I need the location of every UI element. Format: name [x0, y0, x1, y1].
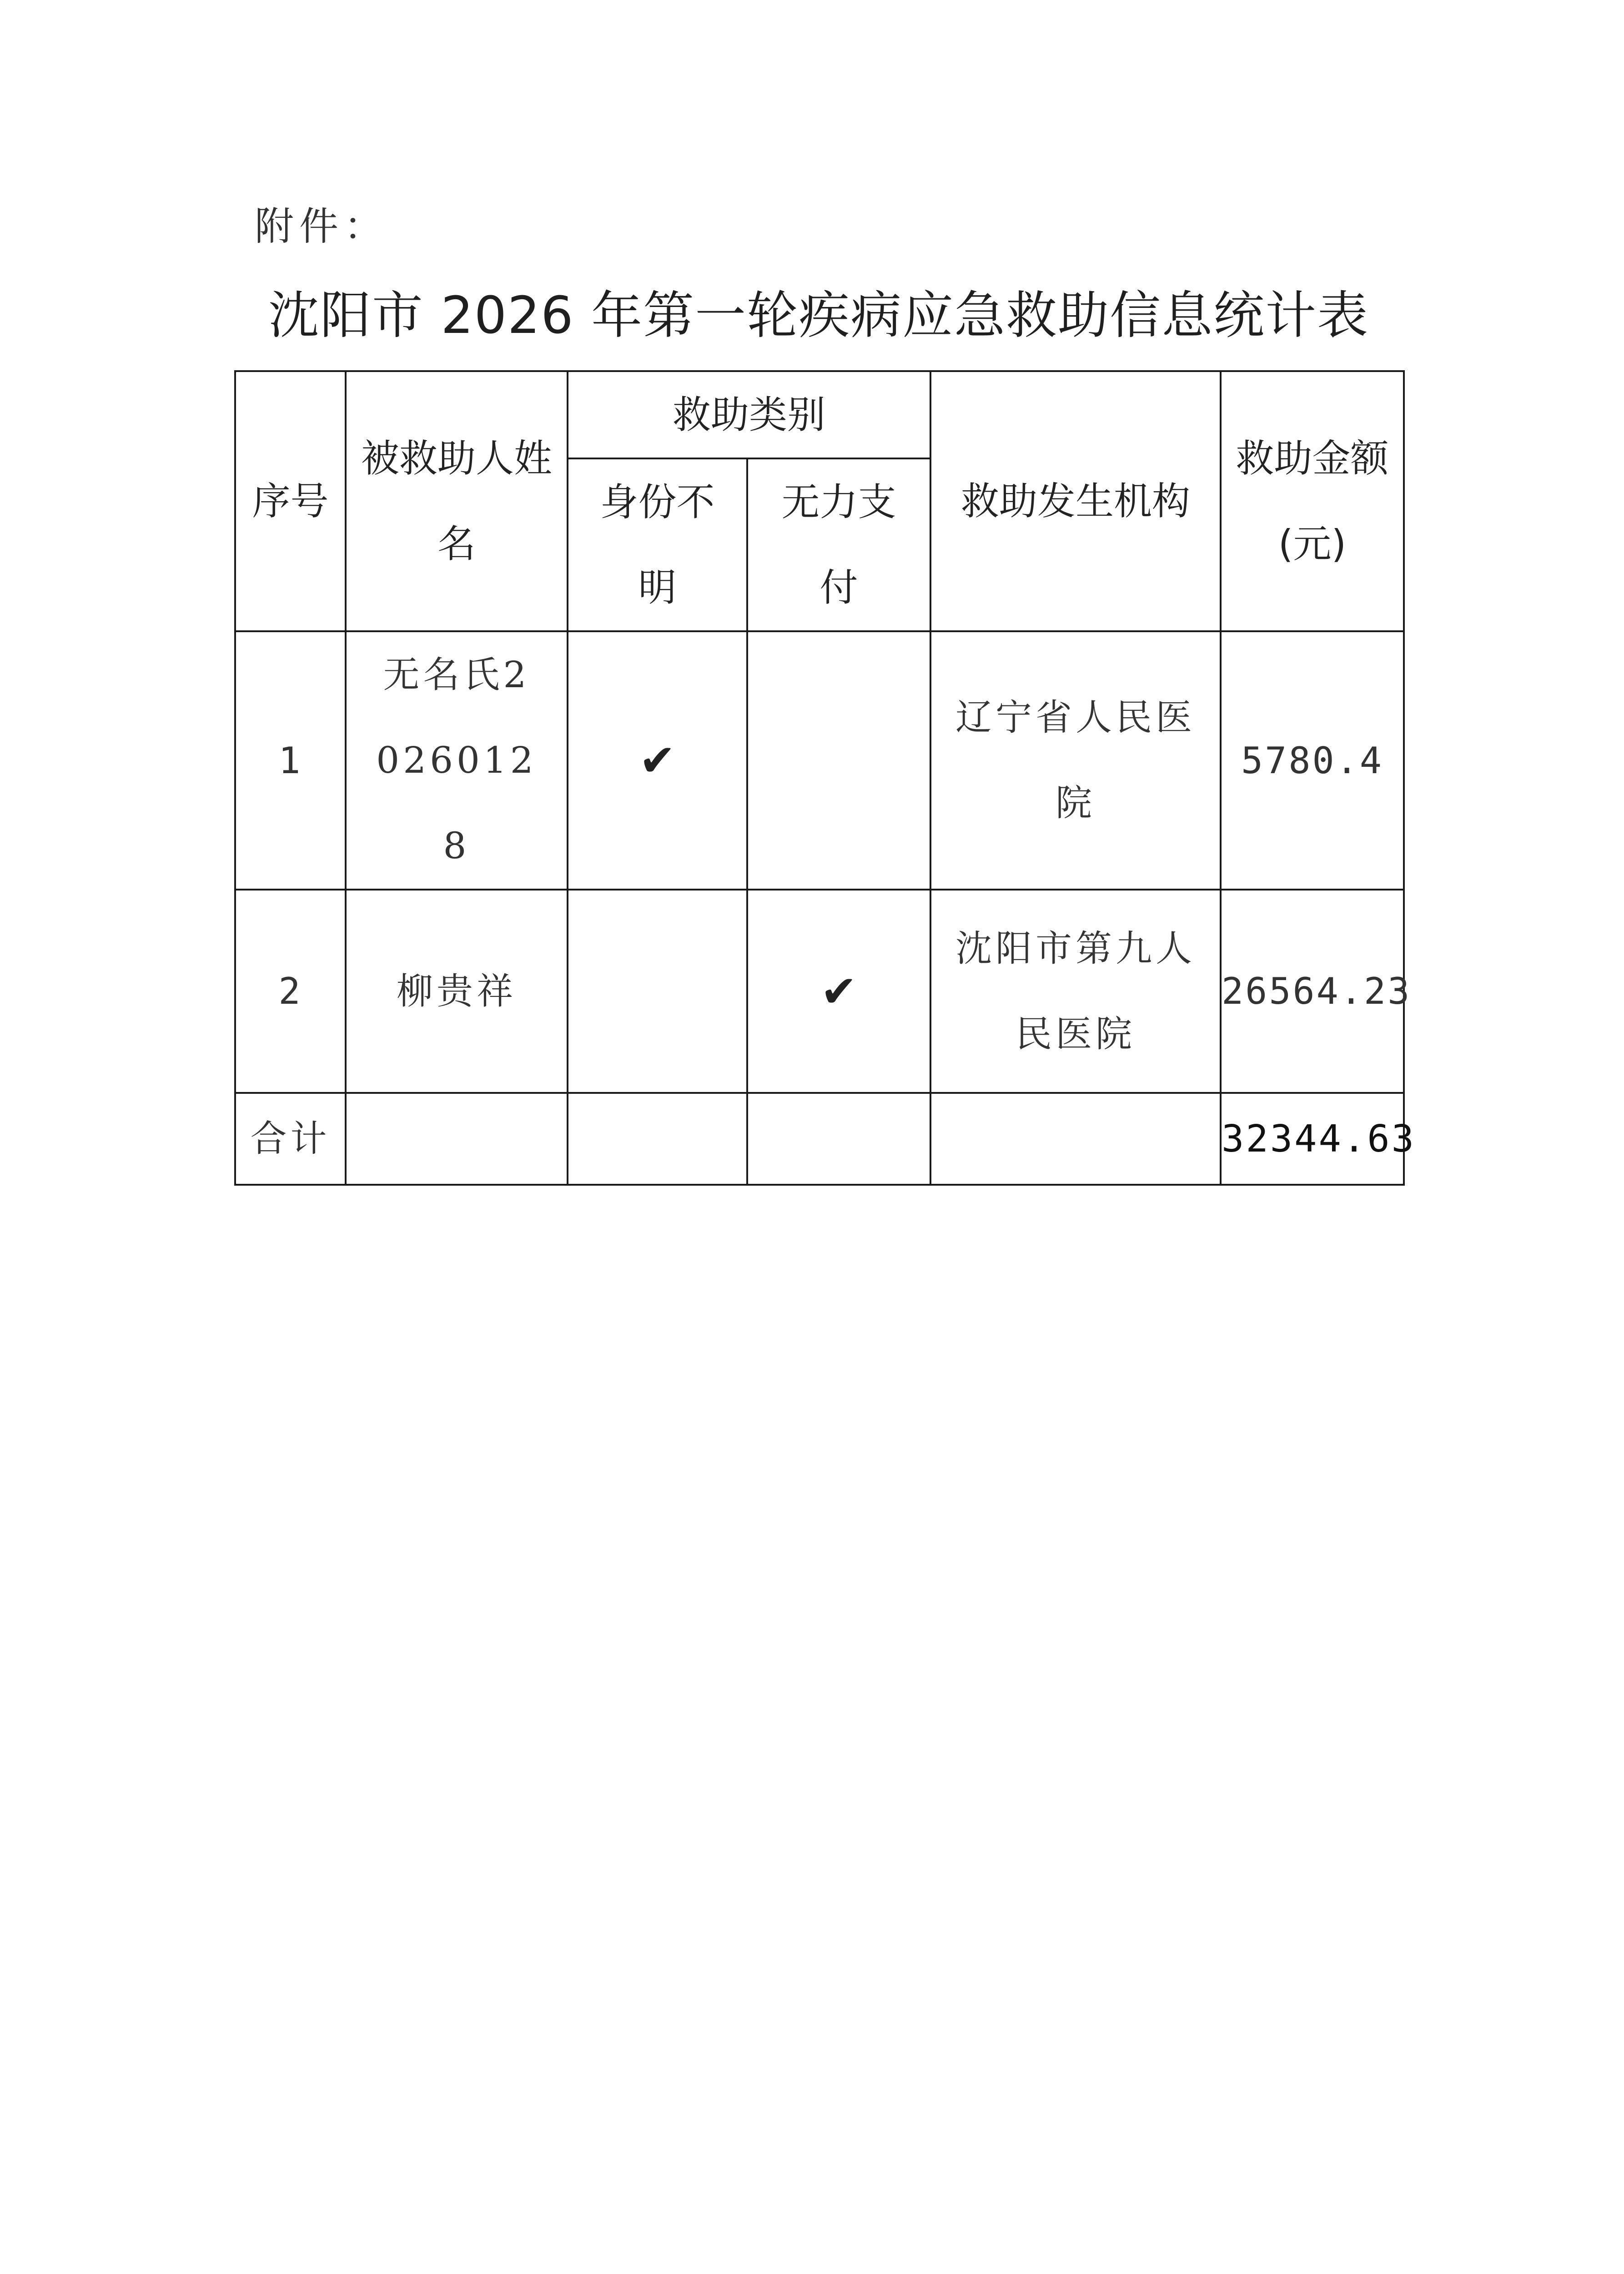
- total-empty-cell: [747, 1093, 930, 1185]
- total-amount: 32344.63: [1222, 1117, 1416, 1161]
- header-category-group-label: 救助类别: [673, 392, 826, 437]
- table-row: [235, 631, 1404, 890]
- row-2-institution: [930, 890, 1221, 1093]
- header-amount-label: 救助金额(元): [1236, 436, 1389, 566]
- row-name: 无名氏20260128: [376, 654, 537, 867]
- row-1-unknown-identity: [568, 631, 747, 890]
- aid-statistics-table: [234, 370, 1416, 1186]
- row-2-unable-to-pay: [747, 890, 930, 1093]
- header-unable-to-pay-label: 无力支付: [781, 480, 896, 610]
- row-2-name: [346, 890, 568, 1093]
- header-name-label: 被救助人姓名: [361, 436, 553, 566]
- row-amount: 5780.4: [1241, 739, 1383, 782]
- attachment-label: 附件：: [255, 204, 388, 249]
- row-institution: 辽宁省人民医院: [955, 696, 1196, 824]
- header-unable-to-pay: [747, 458, 930, 631]
- check-mark-icon: ✔: [820, 966, 857, 1017]
- header-category-group: [568, 371, 930, 458]
- row-1-name: [346, 631, 568, 890]
- document-title: 沈阳市 2026 年第一轮疾病应急救助信息统计表: [268, 286, 1369, 345]
- total-empty-cell: [346, 1093, 568, 1185]
- row-2-unknown-identity: [568, 890, 747, 1093]
- total-label: 合计: [250, 1117, 331, 1160]
- header-institution: [930, 371, 1221, 631]
- table-total-row: [235, 1093, 1404, 1185]
- row-1-unable-to-pay: [747, 631, 930, 890]
- row-2-seq: [235, 890, 346, 1093]
- row-amount: 26564.23: [1222, 970, 1412, 1012]
- header-institution-label: 救助发生机构: [961, 479, 1191, 523]
- row-seq: 1: [278, 739, 302, 782]
- header-name: [346, 371, 568, 631]
- row-1-institution: [930, 631, 1221, 890]
- total-amount-cell: [1221, 1093, 1416, 1185]
- total-label-cell: [235, 1093, 346, 1185]
- total-empty-cell: [930, 1093, 1221, 1185]
- row-institution: 沈阳市第九人民医院: [955, 927, 1196, 1055]
- row-1-seq: [235, 631, 346, 890]
- header-seq-label: 序号: [252, 479, 329, 523]
- header-seq: [235, 371, 346, 631]
- check-mark-icon: ✔: [639, 735, 676, 786]
- row-2-amount: [1221, 890, 1412, 1093]
- row-seq: 2: [278, 970, 302, 1012]
- row-1-amount: [1221, 631, 1404, 890]
- header-amount: [1221, 371, 1404, 631]
- header-unknown-identity: [568, 458, 747, 631]
- header-unknown-identity-label: 身份不明: [600, 480, 715, 610]
- row-name: 柳贵祥: [397, 970, 517, 1012]
- total-empty-cell: [568, 1093, 747, 1185]
- table-header-row: [235, 371, 1404, 458]
- table-row: [235, 890, 1404, 1093]
